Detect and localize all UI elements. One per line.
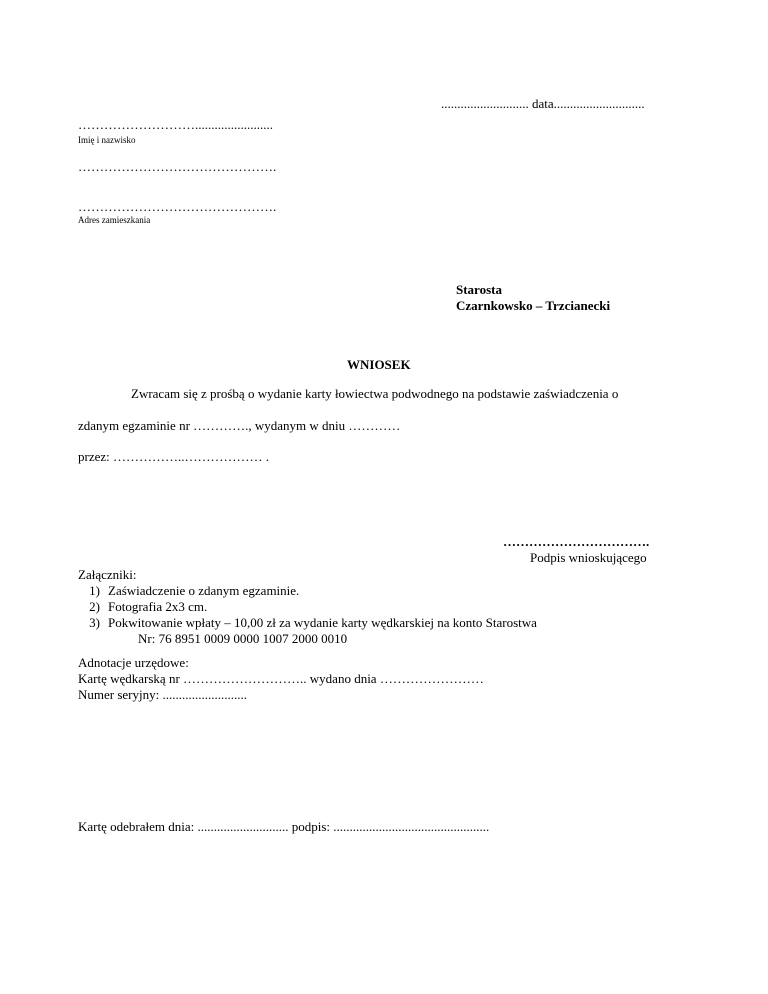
name-line: ………………………........................ [78, 117, 273, 132]
attachment-number: 2) [89, 599, 100, 614]
name-label: Imię i nazwisko [78, 135, 136, 145]
attachment-text: Pokwitowanie wpłaty – 10,00 zł za wydanie karty wędkarskiej na konto Starostwa [108, 615, 537, 630]
attachment-number: 1) [89, 583, 100, 598]
card-issued-line: Kartę wędkarską nr ……………………….. wydano dnia …………………… [78, 671, 484, 686]
serial-number-line: Numer seryjny: .......................... [78, 687, 247, 702]
bank-account: Nr: 76 8951 0009 0000 1007 2000 0010 [138, 631, 348, 646]
signature-label: Podpis wnioskującego [530, 550, 647, 565]
recipient-line-1: Starosta [456, 282, 502, 297]
address-line-1: ………………………………………. [78, 159, 277, 174]
date-field: ........................... data............................ [441, 96, 645, 111]
body-paragraph-3: przez: ……………..……………… . [78, 449, 270, 464]
body-paragraph-2: zdanym egzaminie nr …………., wydanym w dniu ………… [78, 418, 401, 433]
recipient-line-2: Czarnkowsko – Trzcianecki [456, 298, 611, 313]
card-received-line: Kartę odebrałem dnia: ............................ podpis: ................................................ [78, 819, 490, 834]
signature-dots: ……………………………. [503, 534, 650, 549]
attachment-item [78, 599, 207, 615]
attachment-number: 3) [89, 615, 100, 630]
attachment-text: Zaświadczenie o zdanym egzaminie. [108, 583, 300, 598]
attachment-item [78, 615, 537, 631]
address-label: Adres zamieszkania [78, 215, 151, 225]
attachments-heading: Załączniki: [78, 567, 137, 582]
attachment-item [78, 583, 299, 599]
address-line-2: ………………………………………. [78, 199, 277, 214]
document-title: WNIOSEK [347, 357, 411, 372]
office-heading: Adnotacje urzędowe: [78, 655, 189, 670]
attachment-text: Fotografia 2x3 cm. [108, 599, 208, 614]
body-paragraph-1: Zwracam się z prośbą o wydanie karty łowiectwa podwodnego na podstawie zaświadczenia o [131, 386, 619, 401]
